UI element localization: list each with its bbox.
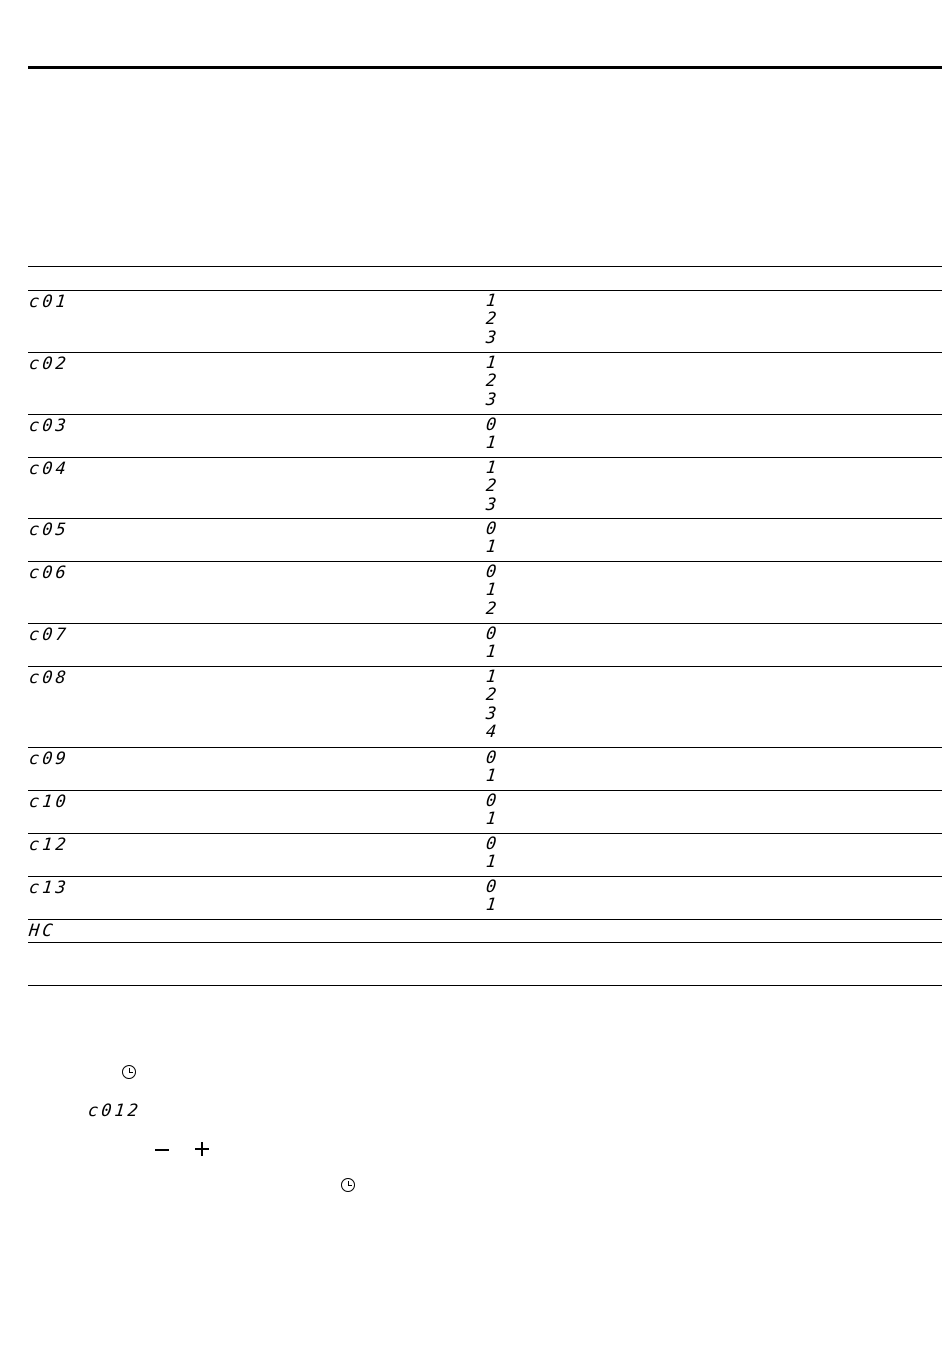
setting-value: 1 [484, 642, 498, 663]
setting-code: c13 [27, 878, 70, 898]
setting-value: 1 [484, 433, 498, 454]
row-separator [28, 876, 942, 877]
setting-values [486, 563, 526, 618]
setting-value: 2 [484, 309, 498, 330]
table-header-rule [28, 266, 942, 267]
setting-values [486, 749, 526, 786]
minus-icon [155, 1149, 169, 1151]
setting-values [486, 416, 526, 453]
setting-values [486, 625, 526, 662]
row-separator [28, 561, 942, 562]
setting-value: 1 [484, 895, 498, 916]
setting-value: 1 [484, 580, 498, 601]
setting-code: c01 [27, 292, 70, 312]
setting-values [486, 292, 526, 347]
setting-value: 1 [484, 766, 498, 787]
setting-code: HC [27, 921, 57, 941]
setting-value: 0 [484, 748, 498, 768]
setting-values [486, 835, 526, 872]
setting-values [486, 878, 526, 915]
setting-value: 3 [484, 494, 498, 515]
setting-value: 2 [484, 598, 498, 619]
setting-value: 0 [484, 834, 498, 854]
row-separator [28, 833, 942, 834]
row-separator [28, 352, 942, 353]
setting-values [486, 354, 526, 409]
row-separator [28, 790, 942, 791]
setting-code: c06 [27, 563, 70, 583]
setting-value: 1 [484, 353, 498, 373]
setting-value: 2 [484, 685, 498, 706]
row-separator [28, 518, 942, 519]
setting-values [486, 792, 526, 829]
setting-value: 1 [484, 809, 498, 830]
setting-value: 0 [484, 562, 498, 582]
row-separator [28, 623, 942, 624]
setting-values [486, 459, 526, 514]
row-separator [28, 919, 942, 920]
setting-code: c10 [27, 792, 70, 812]
setting-values [486, 668, 526, 741]
plus-icon [195, 1142, 209, 1156]
code-display: c012 [86, 1101, 143, 1121]
row-separator [28, 457, 942, 458]
setting-value: 0 [484, 791, 498, 811]
setting-code: c07 [27, 625, 70, 645]
top-rule [28, 66, 942, 69]
setting-value: 0 [484, 624, 498, 644]
row-separator [28, 414, 942, 415]
setting-value: 3 [484, 703, 498, 724]
setting-value: 0 [484, 877, 498, 897]
setting-value: 2 [484, 371, 498, 392]
row-separator [28, 747, 942, 748]
setting-value: 3 [484, 389, 498, 410]
clock-icon [341, 1178, 355, 1192]
setting-value: 0 [484, 415, 498, 435]
setting-code: c03 [27, 416, 70, 436]
setting-value: 2 [484, 476, 498, 497]
table-header-bottom-rule [28, 290, 942, 291]
setting-code: c09 [27, 749, 70, 769]
setting-code: c04 [27, 459, 70, 479]
setting-code: c12 [27, 835, 70, 855]
setting-value: 4 [484, 721, 498, 742]
setting-value: 1 [484, 537, 498, 558]
setting-value: 1 [484, 667, 498, 687]
table-end-rule [28, 985, 942, 986]
setting-value: 1 [484, 458, 498, 478]
setting-value: 3 [484, 327, 498, 348]
setting-values [486, 520, 526, 557]
setting-value: 0 [484, 519, 498, 539]
setting-code: c05 [27, 520, 70, 540]
setting-code: c08 [27, 668, 70, 688]
setting-code: c02 [27, 354, 70, 374]
row-separator [28, 942, 942, 943]
row-separator [28, 666, 942, 667]
setting-value: 1 [484, 291, 498, 311]
clock-icon [122, 1065, 136, 1079]
setting-value: 1 [484, 852, 498, 873]
